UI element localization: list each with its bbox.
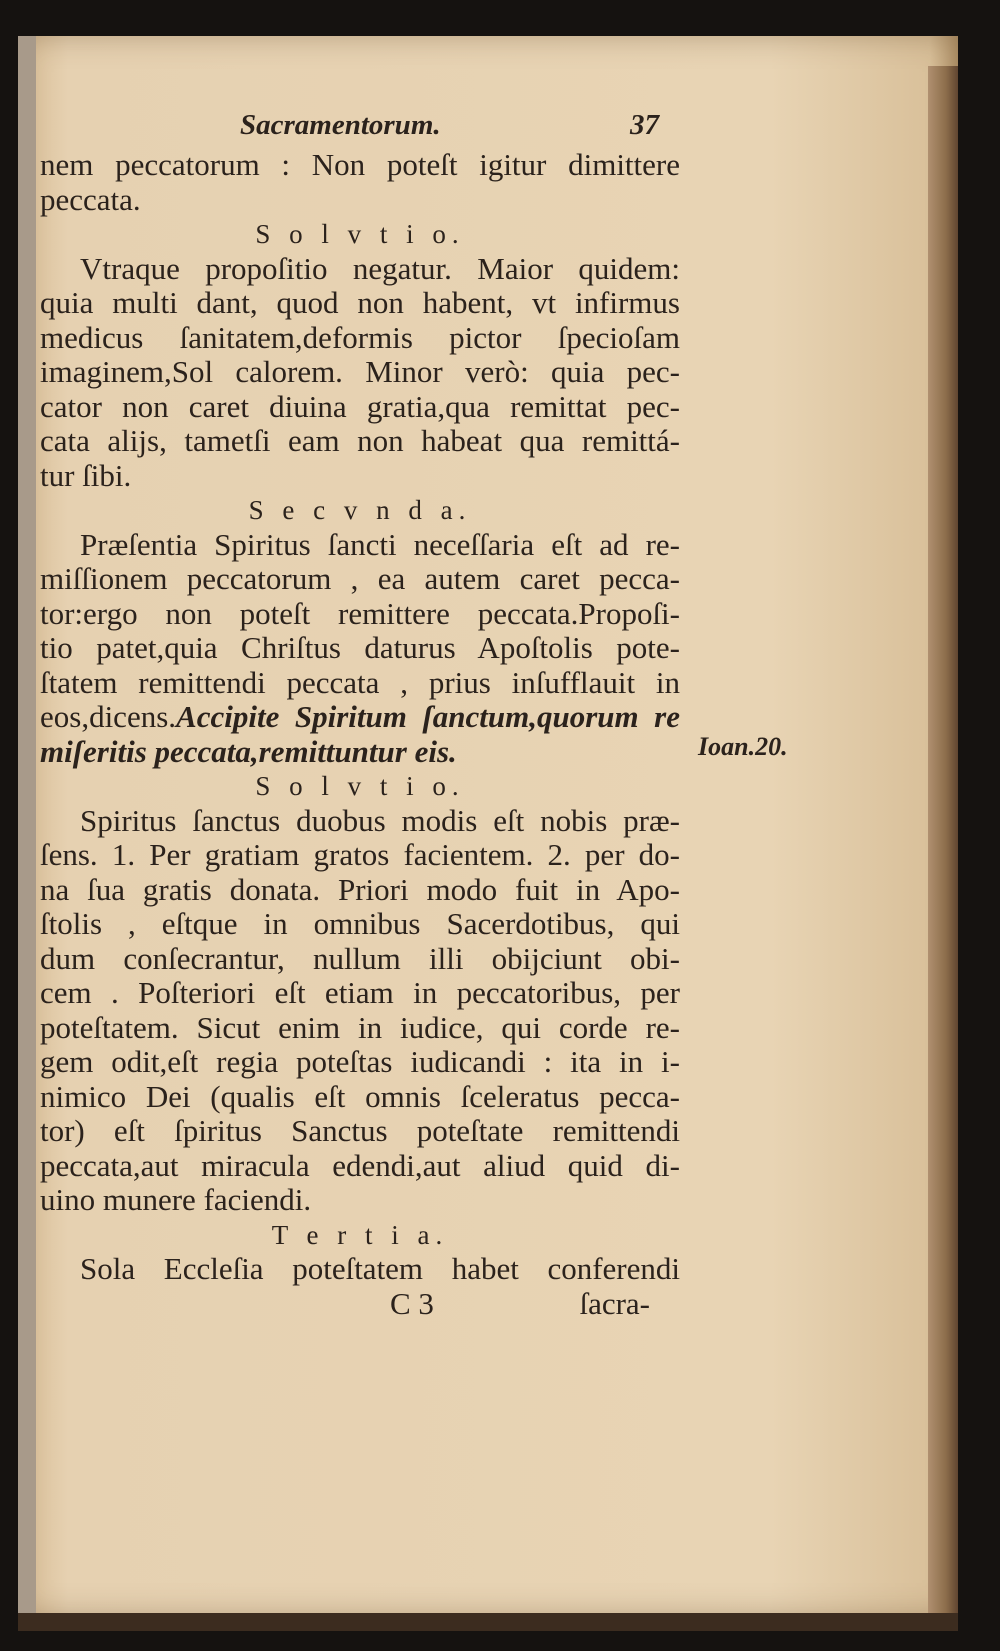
catchline bbox=[40, 1287, 680, 1323]
text-line bbox=[40, 355, 680, 390]
running-title: Sacramentorum. bbox=[240, 109, 441, 141]
text-line bbox=[40, 1252, 680, 1287]
line-text: S e c v n d a. bbox=[248, 495, 472, 525]
line-text: Præſentia Spiritus ſancti neceſſaria eſt ad re- bbox=[80, 526, 680, 562]
page-left-edge bbox=[18, 36, 36, 1616]
text-line bbox=[40, 321, 680, 356]
line-text: quia multi dant, quod non habent, vt infirmus bbox=[40, 285, 680, 320]
text-line bbox=[40, 597, 680, 632]
page-number: 37 bbox=[630, 109, 659, 141]
line-text: cator non caret diuina gratia,qua remittat pec- bbox=[40, 388, 680, 424]
line-text: eos,dicens. bbox=[40, 699, 177, 734]
section-heading bbox=[40, 217, 680, 252]
italic-quotation: miſeritis peccata,remittuntur eis. bbox=[40, 733, 457, 769]
line-text: tor:ergo non poteſt remittere peccata.Propoſi- bbox=[40, 595, 680, 631]
text-line bbox=[40, 873, 680, 908]
line-text: nimico Dei (qualis eſt omnis ſceleratus pecca- bbox=[40, 1078, 680, 1114]
running-header bbox=[40, 108, 680, 148]
line-text: medicus ſanitatem,deformis pictor ſpecioſam bbox=[40, 319, 680, 355]
text-line bbox=[40, 700, 680, 735]
line-text: na ſua gratis donata. Priori modo fuit in Apo- bbox=[40, 871, 680, 907]
line-text: cem . Poſteriori eſt etiam in peccatoribus, per bbox=[40, 975, 680, 1010]
text-line bbox=[40, 735, 680, 770]
text-line bbox=[40, 528, 680, 563]
line-text: ſtolis , eſtque in omnibus Sacerdotibus, qui bbox=[40, 906, 680, 941]
text-line bbox=[40, 942, 680, 977]
line-text: S o l v t i o. bbox=[255, 771, 465, 801]
text-line bbox=[40, 1080, 680, 1115]
line-text: poteſtatem. Sicut enim in iudice, qui corde re- bbox=[40, 1009, 680, 1045]
line-text: ſens. 1. Per gratiam gratos facientem. 2. per do- bbox=[40, 837, 680, 872]
line-text: miſſionem peccatorum , ea autem caret pecca- bbox=[40, 561, 680, 596]
line-text: tor) eſt ſpiritus Sanctus poteſtate remittendi bbox=[40, 1113, 680, 1148]
text-line bbox=[40, 1045, 680, 1080]
text-line bbox=[40, 1149, 680, 1184]
line-text: uino munere faciendi. bbox=[40, 1182, 312, 1217]
line-text: tur ſibi. bbox=[40, 457, 132, 493]
line-text: Sola Eccleſia poteſtatem habet conferendi bbox=[80, 1251, 680, 1286]
text-line bbox=[40, 424, 680, 459]
line-text: nem peccatorum : Non poteſt igitur dimittere bbox=[40, 147, 680, 182]
text-line bbox=[40, 1183, 680, 1218]
text-line bbox=[40, 631, 680, 666]
line-text: S o l v t i o. bbox=[255, 219, 465, 249]
text-line bbox=[40, 804, 680, 839]
italic-quotation: Accipite Spiritum ſanctum,quorum re bbox=[176, 699, 680, 734]
text-line bbox=[40, 148, 680, 183]
text-line bbox=[40, 286, 680, 321]
text-line bbox=[40, 907, 680, 942]
line-text: tio patet,quia Chriſtus daturus Apoſtolis pote- bbox=[40, 630, 680, 665]
text-lines bbox=[40, 148, 680, 1287]
catchword: ſacra- bbox=[579, 1285, 650, 1321]
line-text: ſtatem remittendi peccata , prius inſufflauit in bbox=[40, 664, 680, 700]
section-heading bbox=[40, 769, 680, 804]
text-line bbox=[40, 976, 680, 1011]
line-text: T e r t i a. bbox=[271, 1219, 449, 1250]
text-line bbox=[40, 838, 680, 873]
text-line bbox=[40, 252, 680, 287]
text-line bbox=[40, 1011, 680, 1046]
line-text: gem odit,eſt regia poteſtas iudicandi : ita in i- bbox=[40, 1044, 680, 1079]
text-line bbox=[40, 183, 680, 218]
margin-note: Ioan.20. bbox=[698, 732, 788, 761]
line-text: Spiritus ſanctus duobus modis eſt nobis præ- bbox=[80, 802, 680, 838]
line-text: Vtraque propoſitio negatur. Maior quidem: bbox=[80, 250, 680, 286]
text-line bbox=[40, 390, 680, 425]
page-bottom-edge bbox=[18, 1613, 958, 1631]
signature-mark: C 3 bbox=[390, 1285, 434, 1321]
text-line bbox=[40, 666, 680, 701]
section-heading bbox=[40, 1218, 680, 1253]
section-heading bbox=[40, 493, 680, 528]
page-text-block bbox=[40, 108, 680, 1323]
text-line bbox=[40, 1114, 680, 1149]
text-line bbox=[40, 562, 680, 597]
line-text: imaginem,Sol calorem. Minor verò: quia pec- bbox=[40, 354, 680, 389]
page-right-edge bbox=[928, 66, 958, 1626]
line-text: peccata. bbox=[40, 181, 141, 217]
line-text: cata alijs, tametſi eam non habeat qua remittá- bbox=[40, 423, 680, 458]
text-line bbox=[40, 459, 680, 494]
line-text: dum conſecrantur, nullum illi obijciunt obi- bbox=[40, 940, 680, 976]
line-text: peccata,aut miracula edendi,aut aliud quid di- bbox=[40, 1147, 680, 1183]
